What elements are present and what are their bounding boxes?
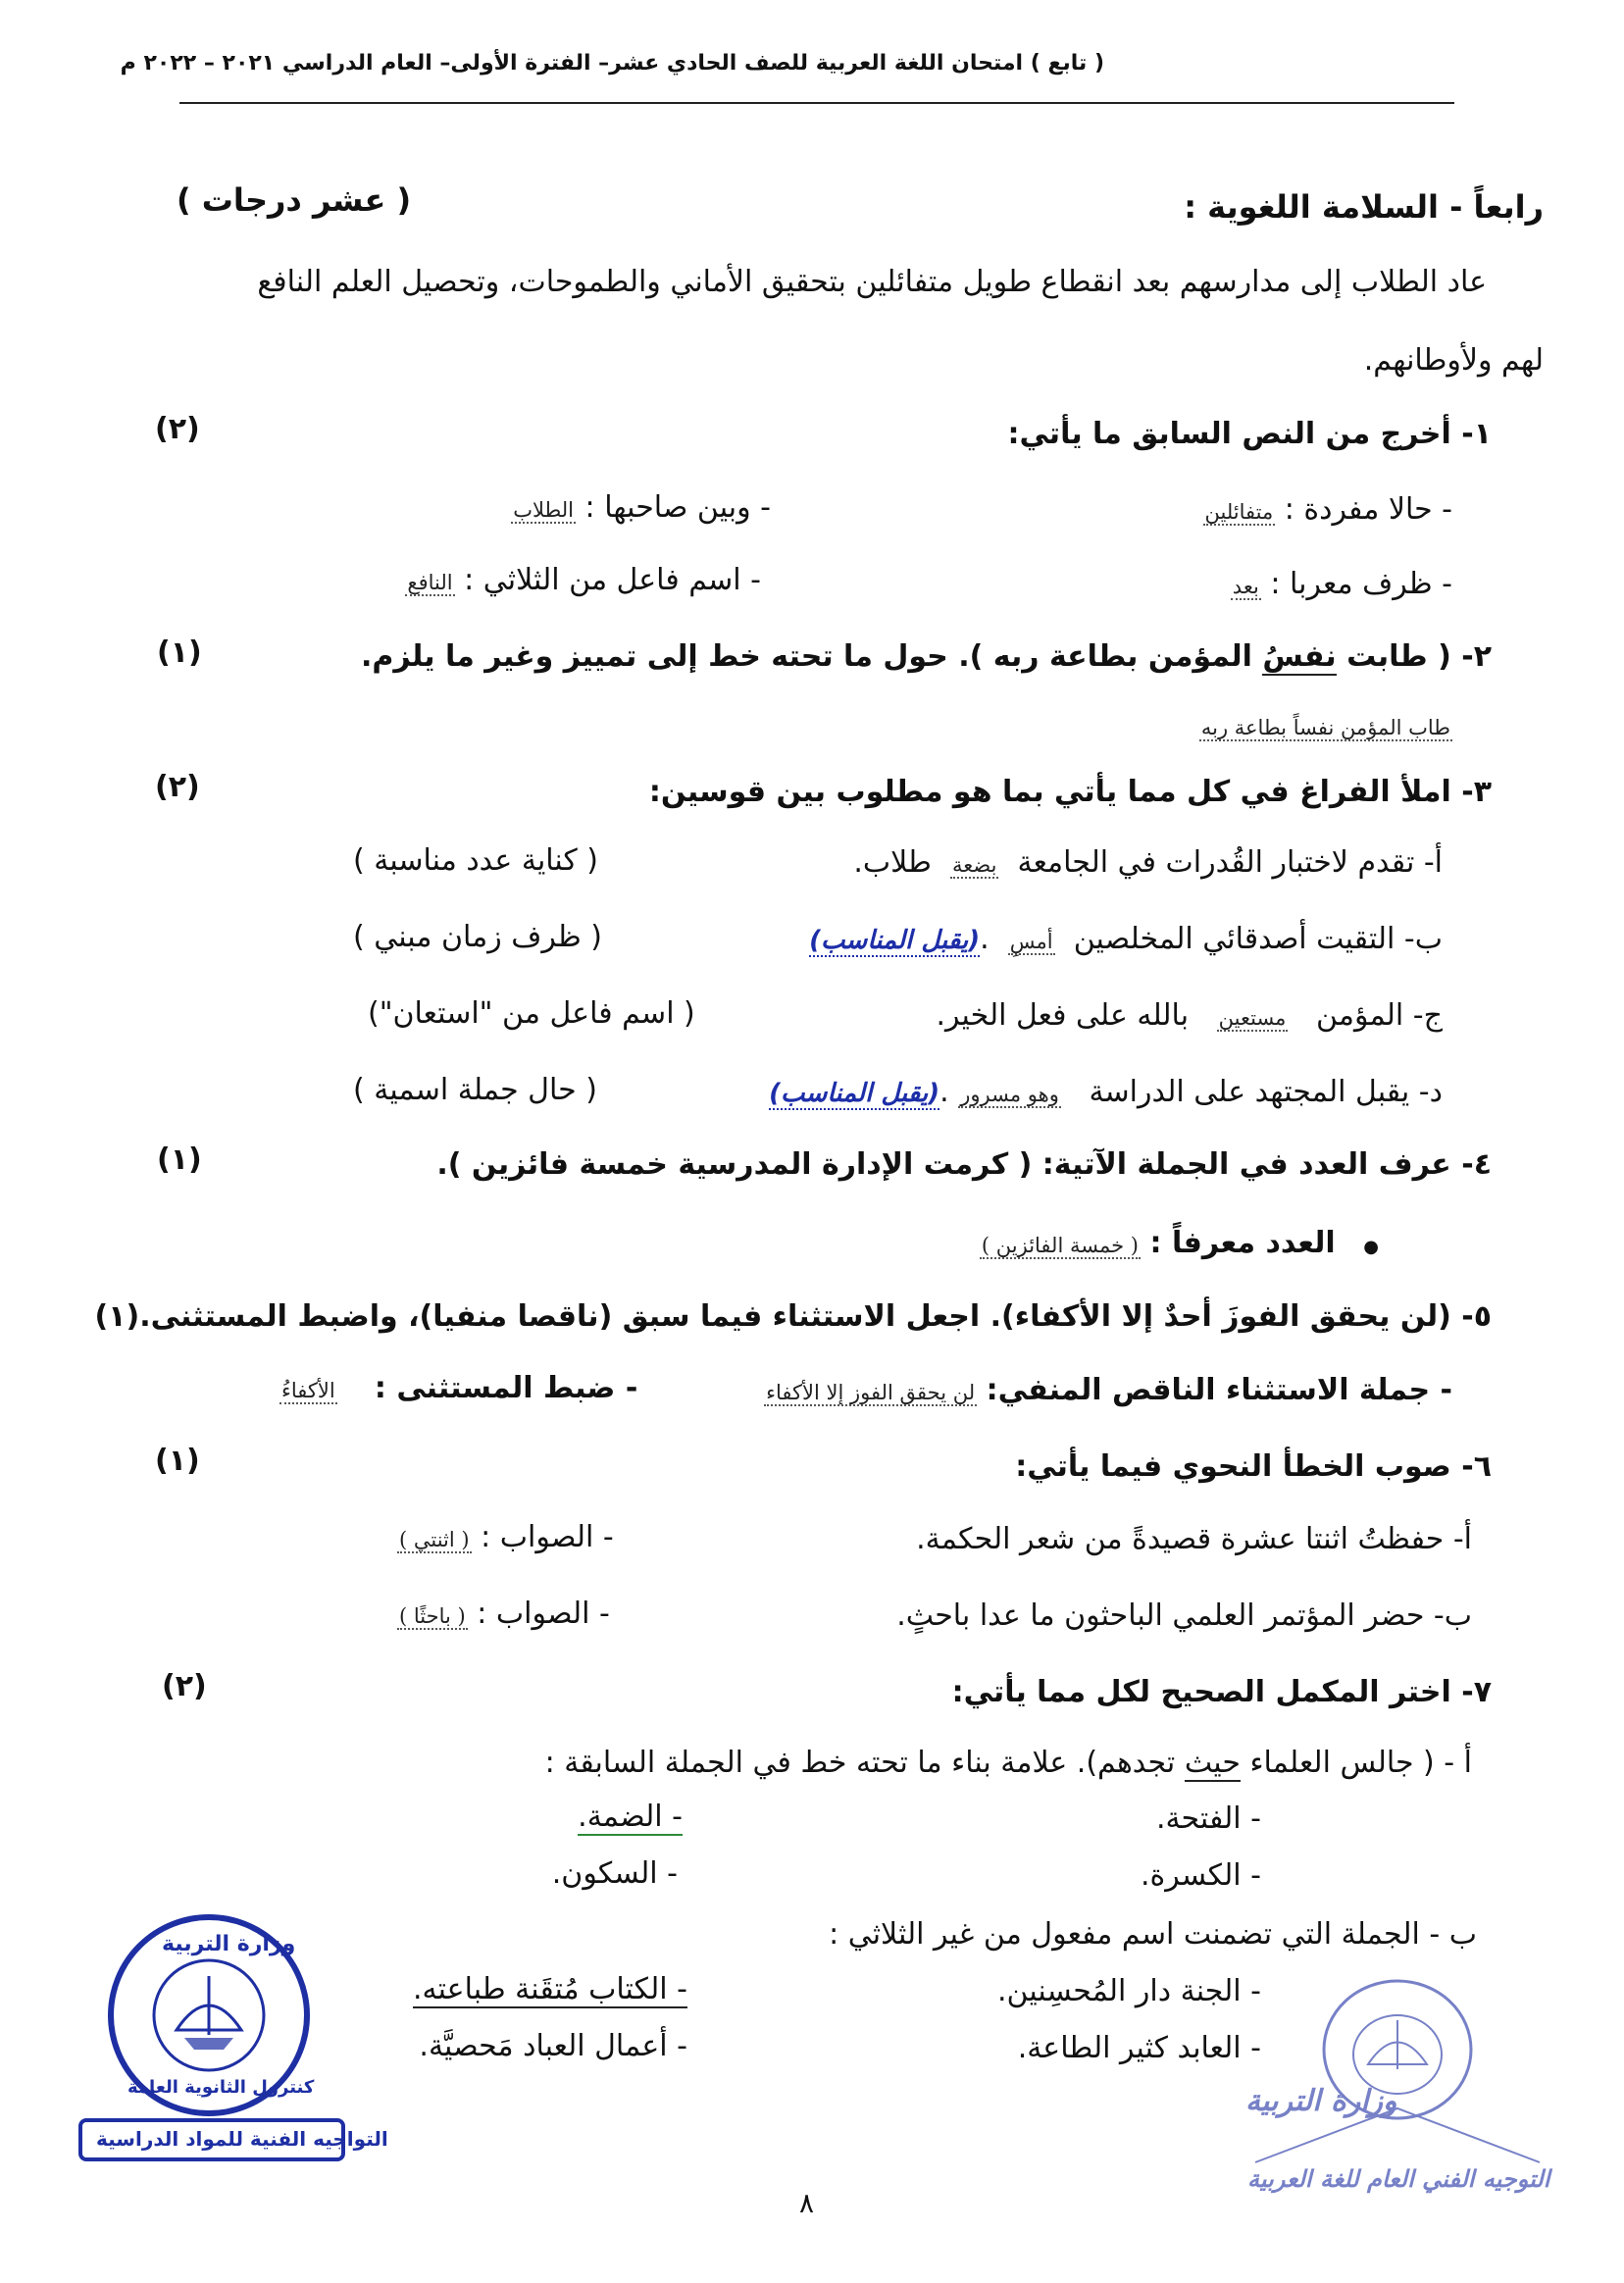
q3-a-row — [853, 845, 1443, 880]
q7-a-opt3: - الكسرة. — [1141, 1858, 1261, 1893]
q5-label2: - ضبط المستثنى : — [374, 1371, 638, 1405]
q1-fa3il-row — [405, 563, 761, 597]
q7-b-title: ب - الجملة التي تضمنت اسم مفعول من غير الثلاثي : — [829, 1917, 1477, 1952]
page-header: ( تابع ) امتحان اللغة العربية للصف الحادي عشر– الفترة الأولى– العام الدراسي ٢٠٢١ – ٢٠٢٢ م — [120, 51, 1104, 76]
q6-b-answer: ( باحثًا ) — [399, 1604, 466, 1628]
q6-a-label: - الصواب : — [481, 1520, 614, 1554]
q3-c-text1: ج- المؤمن — [1316, 998, 1443, 1033]
q7-a-row — [545, 1746, 1472, 1780]
q4-answer: ( خمسة الفائزين ) — [981, 1234, 1139, 1257]
q7-a-underlined: حيث — [1184, 1746, 1241, 1780]
q7-a-prefix: أ - ( جالس العلماء — [1249, 1746, 1472, 1780]
q7-mark: (٢) — [162, 1669, 207, 1703]
q5-title: ٥- (لن يحقق الفوزَ أحدٌ إلا الأكفاء). اجعل الاستثناء فيما سبق (ناقصا منفيا)، واضبط المستثنى.(١) — [94, 1299, 1492, 1334]
q6-b-label: - الصواب : — [477, 1597, 610, 1631]
q2-answer: طاب المؤمن نفساً بطاعة ربه — [1200, 716, 1450, 739]
q6-a-answer: ( اثنتي ) — [399, 1528, 470, 1551]
q7-a-opt1: - الفتحة. — [1155, 1801, 1261, 1836]
page-number: ٨ — [799, 2187, 815, 2219]
q7-a-opt4: - السكون. — [551, 1856, 678, 1891]
q3-b-note: (يقبل المناسب) — [809, 926, 981, 955]
section-title: رابعاً - السلامة اللغوية : — [1184, 188, 1544, 226]
q1-mark: (٢) — [155, 412, 200, 446]
q6-a-text: أ- حفظتُ اثنتا عشرة قصيدةً من شعر الحكمة. — [916, 1522, 1472, 1556]
q7-b-opt3: - العابد كثير الطاعة. — [1017, 2031, 1261, 2065]
q3-a-text2: طلاب. — [853, 845, 932, 880]
section-grade: ( عشر درجات ) — [177, 181, 412, 219]
q1-zarf-answer: بعد — [1232, 575, 1259, 598]
q3-a-text1: أ- تقدم لاختبار القُدرات في الجامعة — [1017, 845, 1443, 880]
q1-sahib-label: - وبين صاحبها : — [584, 490, 771, 525]
control-stamp-top-text: وزارة التربية — [162, 1932, 296, 1956]
q6-title: ٦- صوب الخطأ النحوي فيما يأتي: — [1015, 1449, 1492, 1484]
q3-mark: (٢) — [155, 770, 200, 804]
q5-row2 — [279, 1371, 637, 1405]
q4-mark: (١) — [157, 1142, 202, 1177]
passage-line2: لهم ولأوطانهم. — [1363, 343, 1544, 378]
q3-d-note: (يقبل المناسب) — [769, 1079, 940, 1108]
q5-label1: - جملة الاستثناء الناقص المنفي: — [986, 1373, 1452, 1407]
guidance-stamp-text1: وزارة التربية — [1245, 2084, 1397, 2118]
q3-d-hint: ( حال جملة اسمية ) — [353, 1073, 597, 1107]
control-stamp-footer: التواجيه الفنية للمواد الدراسية — [96, 2127, 388, 2151]
q7-b-opt4: - أعمال العباد مَحصيَّة. — [419, 2029, 687, 2063]
q1-hal-row — [1203, 492, 1453, 527]
q7-a-opt2 — [578, 1800, 683, 1834]
q3-d-answer: وهو مسرور — [960, 1083, 1059, 1106]
q3-c-answer: مستعين — [1218, 1006, 1287, 1030]
q7-a-opt2-text: - الضمة. — [578, 1800, 683, 1834]
q3-d-row: د- يقبل المجتهد على الدراسة وهو مسرور .(يقبل المناسب) — [769, 1075, 1443, 1109]
passage-line1: عاد الطلاب إلى مدارسهم بعد انقطاع طويل متفائلين بتحقيق الأماني والطموحات، وتحصيل العلم النافع — [257, 265, 1487, 299]
q6-mark: (١) — [155, 1444, 200, 1478]
q1-zarf-label: - ظرف معربا : — [1270, 567, 1452, 601]
q7-b-opt1: - الجنة دار المُحسِنين. — [996, 1974, 1261, 2008]
q2-underlined: نفسُ — [1262, 639, 1337, 674]
q5-answer1: لن يحقق الفوز إلا الأكفاء — [766, 1381, 976, 1404]
q2-prefix: ٢- ( طابت — [1346, 639, 1492, 674]
q1-hal-answer: متفائلين — [1204, 500, 1274, 524]
q6-b-text: ب- حضر المؤتمر العلمي الباحثون ما عدا باحثٍ. — [896, 1598, 1472, 1633]
q2-answer-row — [1199, 716, 1452, 739]
q3-b-row: ب- التقيت أصدقائي المخلصين أمسِ .(يقبل المناسب) — [809, 922, 1443, 956]
q5-answer2: الأكفاءُ — [281, 1379, 335, 1402]
q1-fa3il-answer: النافع — [407, 571, 453, 594]
q4-title: ٤- عرف العدد في الجملة الآتية: ( كرمت الإدارة المدرسية خمسة فائزين ). — [436, 1147, 1492, 1182]
q3-d-text1: د- يقبل المجتهد على الدراسة — [1089, 1075, 1443, 1109]
q6-b-row — [397, 1597, 610, 1631]
q3-c-row — [936, 998, 1443, 1033]
q3-title: ٣- املأ الفراغ في كل مما يأتي بما هو مطلوب بين قوسين: — [648, 775, 1492, 809]
guidance-stamp — [1236, 1961, 1559, 2216]
guidance-stamp-text2: التوجيه الفني العام للغة العربية — [1247, 2165, 1550, 2193]
q2-mark: (١) — [157, 635, 202, 670]
q3-c-text2: بالله على فعل الخير. — [936, 998, 1190, 1033]
q3-a-answer: بضعة — [951, 853, 997, 877]
control-stamp — [69, 1912, 388, 2167]
control-stamp-bottom-text: كنترول الثانوية العامة — [127, 2077, 315, 2098]
q3-b-text1: ب- التقيت أصدقائي المخلصين — [1073, 922, 1443, 956]
q1-hal-label: - حالا مفردة : — [1284, 492, 1452, 527]
header-rule — [179, 102, 1454, 104]
q1-zarf-row — [1231, 567, 1452, 601]
q3-c-hint: ( اسم فاعل من "استعان") — [368, 996, 695, 1031]
q1-title: ١- أخرج من النص السابق ما يأتي: — [1007, 417, 1492, 451]
q7-title: ٧- اختر المكمل الصحيح لكل مما يأتي: — [951, 1675, 1492, 1709]
q7-b-opt2 — [413, 1972, 687, 2006]
q4-label: العدد معرفاً : — [1149, 1226, 1336, 1260]
q3-a-hint: ( كناية عدد مناسبة ) — [353, 843, 599, 878]
q7-b-opt2-text: - الكتاب مُتقَنة طباعته. — [413, 1972, 687, 2006]
q6-a-row — [397, 1520, 614, 1554]
q1-sahib-row — [511, 490, 771, 525]
q2-suffix: المؤمن بطاعة ربه ). حول ما تحته خط إلى تمييز وغير ما يلزم. — [361, 639, 1252, 674]
q3-b-hint: ( ظرف زمان مبني ) — [353, 920, 602, 954]
q4-answer-row: ● العدد معرفاً : ( خمسة الفائزين ) — [981, 1226, 1379, 1260]
q7-a-suffix: تجدهم). علامة بناء ما تحته خط في الجملة السابقة : — [544, 1746, 1176, 1780]
q5-row — [764, 1373, 1452, 1407]
q1-sahib-answer: الطلاب — [513, 498, 574, 522]
q1-fa3il-label: - اسم فاعل من الثلاثي : — [464, 563, 761, 597]
q2-title — [361, 639, 1492, 674]
q3-b-answer: أمسِ — [1009, 930, 1053, 953]
